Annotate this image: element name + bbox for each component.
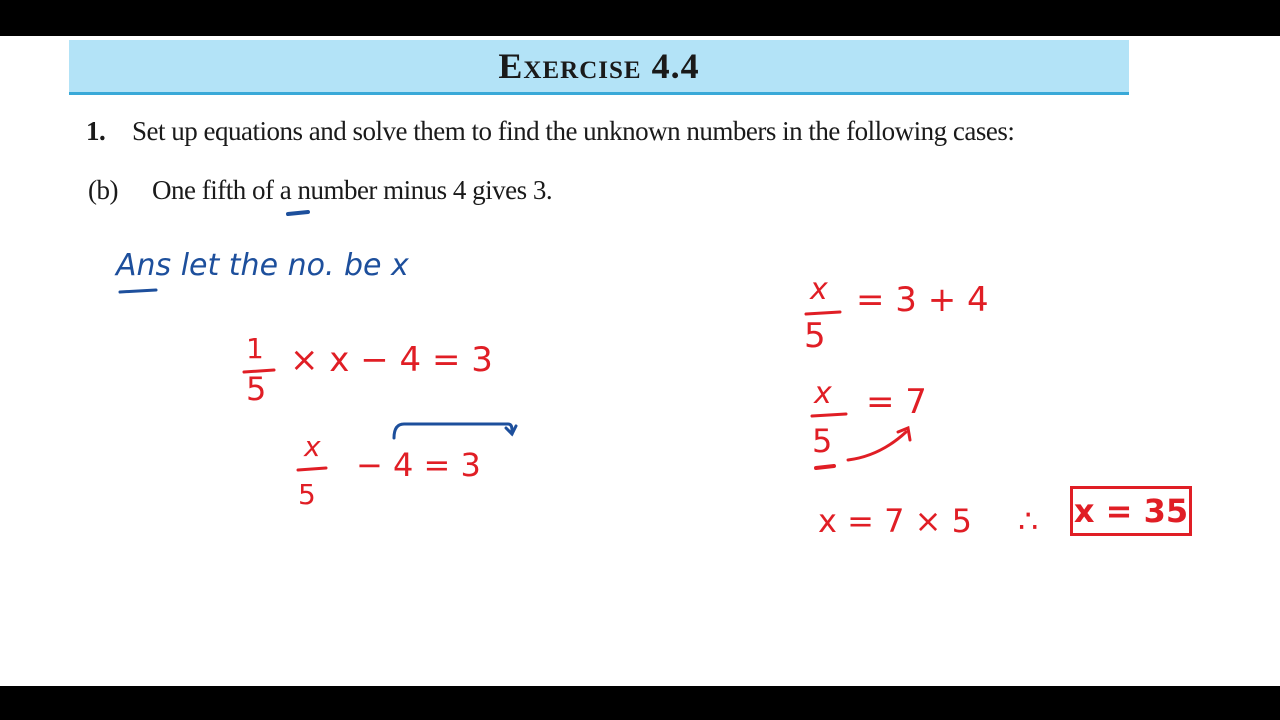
transpose-bracket-arrow [394,424,512,438]
left-step2-expression: − 4 = 3 [356,446,481,484]
move-denominator-arrow [848,432,906,460]
question-line [86,116,1014,147]
right-step2-numerator: x [814,376,832,411]
right-step2-denominator: 5 [812,422,833,460]
underline-five-mark [816,466,834,468]
right-step2-expression: = 7 [866,382,927,422]
right-step1-expression: = 3 + 4 [856,280,989,320]
left-step1-expression: × x − 4 = 3 [290,340,493,380]
question-text: Set up equations and solve them to find the unknown numbers in the following cases: [132,116,1015,146]
worksheet-page [0,36,1280,686]
left-step1-denominator: 5 [246,370,267,408]
part-label: (b) [88,175,118,205]
transpose-arrow-head [506,426,516,434]
fraction-bar-left-2 [298,468,326,470]
right-step3: x = 7 × 5 [818,502,972,540]
fraction-bar-right-1 [806,312,840,314]
fraction-bar-right-2 [812,414,846,416]
left-step1-numerator: 1 [246,332,264,365]
part-line [88,175,552,206]
exercise-title: Exercise 4.4 [498,46,700,86]
part-text: One fifth of a number minus 4 gives 3. [152,175,553,205]
exercise-banner [69,40,1129,95]
underline-ans-mark [120,290,156,292]
move-denominator-arrow-head [898,428,910,440]
question-number: 1. [86,116,106,146]
underline-of-mark [288,212,308,214]
right-step1-denominator: 5 [804,316,826,356]
left-step2-denominator: 5 [298,478,316,511]
final-answer-box: x = 35 [1070,486,1192,536]
left-step2-numerator: x [304,430,321,463]
therefore-symbol: ∴ [1018,502,1039,540]
right-step1-numerator: x [810,272,828,307]
answer-intro: Ans let the no. be x [116,248,409,283]
